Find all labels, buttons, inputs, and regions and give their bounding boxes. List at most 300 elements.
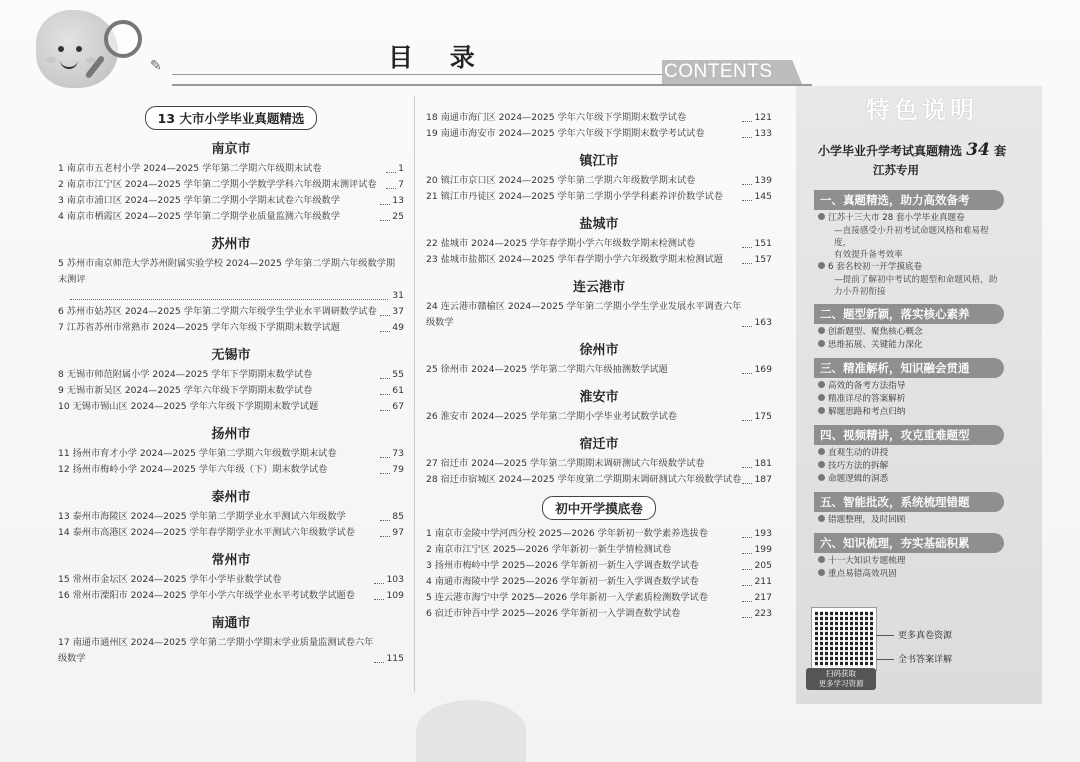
bullet-icon <box>818 461 825 468</box>
section-heading-label: 13 大市小学毕业真题精选 <box>145 106 318 130</box>
toc-entry[interactable] <box>58 161 404 177</box>
toc-entry-page: 49 <box>392 322 404 333</box>
toc-leader-dots <box>742 601 752 602</box>
toc-entry-text <box>58 367 380 383</box>
toc-entry[interactable] <box>58 462 404 478</box>
feature-item-label: 解题思路和考点归纳 <box>828 407 906 417</box>
toc-entry-text <box>58 161 386 177</box>
feature-item <box>814 339 1004 352</box>
toc-entry-number: 14 <box>58 527 70 538</box>
feature-item-label: 6 套名校初一开学摸底卷 <box>828 262 923 272</box>
mascot-eye <box>76 46 82 52</box>
bullet-icon <box>818 262 825 269</box>
toc-entry-title: 淮安市 2024—2025 学年第二学期小学毕业考试数学试卷 <box>440 411 677 422</box>
toc-entry-page: 13 <box>392 195 404 206</box>
toc-entry-title: 江苏省苏州市常熟市 2024—2025 学年六年级下学期期末数学试题 <box>66 322 340 333</box>
toc-entry-number: 20 <box>426 175 438 186</box>
toc-entry[interactable] <box>426 126 772 142</box>
toc-entry-text <box>426 542 742 558</box>
toc-entry[interactable] <box>58 446 404 462</box>
toc-entry-title: 常州市溧阳市 2024—2025 学年小学六年级学业水平考试数学试题卷 <box>72 590 355 601</box>
bullet-icon <box>818 407 825 414</box>
bullet-icon <box>818 556 825 563</box>
toc-entry-number: 2 <box>426 544 432 555</box>
section-heading <box>58 106 404 130</box>
city-heading: 宿迁市 <box>579 437 619 452</box>
toc-entry-title: 南京市江宁区 2025—2026 学年新初一新生学情检测试卷 <box>434 544 672 555</box>
bullet-icon <box>818 394 825 401</box>
toc-entry-title: 盐城市盐都区 2024—2025 学年春学期小学六年级数学期末检测试题 <box>440 254 723 265</box>
feature-item <box>814 568 1004 581</box>
toc-entry-page: 61 <box>392 385 404 396</box>
city-heading: 南京市 <box>211 142 251 157</box>
toc-leader-dots <box>380 220 390 221</box>
city-heading: 淮安市 <box>579 390 619 405</box>
panel-edition: 江苏专用 <box>873 163 919 177</box>
toc-entry[interactable] <box>58 509 404 525</box>
toc-entry-page: 1 <box>398 163 404 174</box>
feature-item-label: 创新题型、聚焦核心概念 <box>828 327 923 337</box>
toc-leader-dots <box>742 326 752 327</box>
feature-item <box>814 406 1004 419</box>
toc-entry-number: 4 <box>58 211 64 222</box>
toc-entry[interactable] <box>426 590 772 606</box>
toc-entry[interactable] <box>58 304 404 320</box>
qr-link-answers <box>876 652 952 665</box>
toc-leader-dots <box>742 121 752 122</box>
bullet-icon <box>818 448 825 455</box>
feature-item <box>814 212 1004 225</box>
toc-leader-dots <box>386 172 396 173</box>
toc-entry[interactable] <box>426 606 772 622</box>
toc-entry-text <box>58 462 380 478</box>
toc-entry[interactable] <box>426 542 772 558</box>
toc-entry-text <box>58 304 380 320</box>
toc-entry-number: 24 <box>426 301 438 312</box>
decorative-blob <box>416 700 526 762</box>
toc-entry-title: 连云港市赣榆区 2024—2025 学年第二学期小学生学业发展水平调查六年级数学 <box>426 301 742 328</box>
toc-entry-text <box>426 189 742 205</box>
toc-entry-page: 115 <box>386 653 404 664</box>
toc-leader-dots <box>742 617 752 618</box>
toc-entry-page-line <box>58 288 404 304</box>
toc-entry-title: 宿迁市 2024—2025 学年第二学期期末调研测试六年级数学试卷 <box>440 458 705 469</box>
toc-leader-dots <box>742 263 752 264</box>
toc-entry-title: 连云港市海宁中学 2025—2026 学年新初一入学素质检测数学试卷 <box>434 592 708 603</box>
toc-leader-dots <box>380 457 390 458</box>
toc-entry-text <box>426 252 742 268</box>
mascot-eye <box>58 46 64 52</box>
toc-entry[interactable] <box>426 574 772 590</box>
toc-entry-page: 133 <box>754 128 772 139</box>
feature-heading: 六、知识梳理，夯实基础积累 <box>814 533 1004 553</box>
panel-title: 特色说明 <box>866 96 978 124</box>
toc-entry-number: 12 <box>58 464 70 475</box>
toc-entry-title: 镇江市丹徒区 2024—2025 学年第二学期小学学科素养评价数学试卷 <box>440 191 723 202</box>
toc-entry-text <box>58 588 374 604</box>
mascot-cheek <box>46 57 56 63</box>
feature-item-label: 精准详尽的答案解析 <box>828 394 906 404</box>
toc-entry-page: 223 <box>754 608 772 619</box>
toc-leader-dots <box>742 569 752 570</box>
page-title: 目 录 <box>388 43 489 72</box>
feature-item <box>814 447 1004 460</box>
title-rule <box>172 74 662 75</box>
toc-entry[interactable] <box>58 256 404 304</box>
panel-subtitle-count: 34 <box>966 140 990 160</box>
toc-leader-dots <box>386 188 396 189</box>
toc-leader-dots <box>742 184 752 185</box>
toc-leader-dots <box>380 473 390 474</box>
contents-label: CONTENTS <box>664 61 773 82</box>
toc-entry-number: 7 <box>58 322 64 333</box>
toc-leader-dots <box>380 520 390 521</box>
toc-entry-title: 扬州市梅岭小学 2024—2025 学年六年级（下）期末数学试卷 <box>72 464 328 475</box>
toc-entry-number: 5 <box>426 592 432 603</box>
toc-entry-page: 181 <box>754 458 772 469</box>
toc-leader-dots <box>742 137 752 138</box>
toc-leader-dots <box>742 420 752 421</box>
bullet-icon <box>818 340 825 347</box>
toc-entry[interactable] <box>426 456 772 472</box>
toc-entry-number: 18 <box>426 112 438 123</box>
toc-entry-number: 11 <box>58 448 70 459</box>
section-heading <box>426 496 772 520</box>
feature-heading: 二、题型新颖，落实核心素养 <box>814 304 1004 324</box>
toc-entry-page: 169 <box>754 364 772 375</box>
toc-entry-text <box>58 509 380 525</box>
toc-entry-title: 扬州市梅岭中学 2025—2026 学年新初一新生入学调查数学试卷 <box>434 560 699 571</box>
toc-entry-title: 南京市金陵中学河西分校 2025—2026 学年新初一数学素养选拔卷 <box>434 528 708 539</box>
toc-entry-number: 3 <box>58 195 64 206</box>
toc-entry-title: 盐城市 2024—2025 学年春学期小学六年级数学期末检测试卷 <box>440 238 696 249</box>
toc-entry-number: 2 <box>58 179 64 190</box>
toc-leader-dots <box>742 467 752 468</box>
toc-leader-dots <box>380 331 390 332</box>
city-heading: 盐城市 <box>579 217 619 232</box>
toc-entry-number: 15 <box>58 574 70 585</box>
column-divider <box>414 96 415 692</box>
toc-entry-number: 9 <box>58 385 64 396</box>
feature-item <box>814 393 1004 406</box>
toc-entry-title: 无锡市新吴区 2024—2025 学年六年级下学期期末数学试卷 <box>66 385 313 396</box>
toc-entry-text <box>426 574 742 590</box>
qr-caption-line: 更多学习资源 <box>818 679 864 688</box>
toc-leader-dots <box>742 247 752 248</box>
toc-entry-page: 157 <box>754 254 772 265</box>
city-heading: 镇江市 <box>579 154 619 169</box>
toc-entry-text <box>426 606 742 622</box>
toc-entry-title: 南京市浦口区 2024—2025 学年第二学期小学期末试卷六年级数学 <box>66 195 340 206</box>
feature-item <box>814 460 1004 473</box>
feature-item <box>814 473 1004 486</box>
toc-entry-number: 17 <box>58 637 70 648</box>
toc-entry-page: 193 <box>754 528 772 539</box>
qr-caption <box>806 668 876 690</box>
bullet-icon <box>818 213 825 220</box>
toc-entry-text <box>426 409 742 425</box>
toc-entry[interactable] <box>58 193 404 209</box>
toc-entry-number: 21 <box>426 191 438 202</box>
toc-entry-title: 南京市五老村小学 2024—2025 学年第二学期六年级期末试卷 <box>66 163 322 174</box>
toc-entry-number: 27 <box>426 458 438 469</box>
toc-entry-title: 镇江市京口区 2024—2025 学年第二学期六年级数学期末试卷 <box>440 175 696 186</box>
toc-entry-text <box>58 572 374 588</box>
features-list <box>814 184 1004 581</box>
toc-entry-number: 5 <box>58 258 64 269</box>
toc-entry[interactable] <box>426 299 772 331</box>
toc-entry[interactable] <box>426 526 772 542</box>
toc-entry-number: 3 <box>426 560 432 571</box>
bullet-icon <box>818 381 825 388</box>
toc-entry-number: 26 <box>426 411 438 422</box>
toc-entry[interactable] <box>58 525 404 541</box>
toc-entry-number: 16 <box>58 590 70 601</box>
toc-entry[interactable] <box>58 635 404 667</box>
feature-item-label: 高效的备考方法指导 <box>828 381 906 391</box>
arrow-icon <box>876 635 894 636</box>
feature-item-label: 技巧方法的拆解 <box>828 461 889 471</box>
city-heading: 无锡市 <box>211 348 251 363</box>
qr-link-resources <box>876 628 952 641</box>
toc-entry-number: 1 <box>58 163 64 174</box>
toc-entry-number: 10 <box>58 401 70 412</box>
city-heading: 常州市 <box>211 553 251 568</box>
toc-leader-dots <box>742 373 752 374</box>
toc-entry-page: 73 <box>392 448 404 459</box>
toc-entry-title: 无锡市师范附属小学 2024—2025 学年下学期期末数学试卷 <box>66 369 313 380</box>
toc-leader-dots <box>742 537 752 538</box>
feature-note: —直接感受小升初考试命题风格和难易程度， <box>834 226 989 248</box>
toc-entry-title: 南通市海陵中学 2025—2026 学年新初一新生入学调查数学试卷 <box>434 576 699 587</box>
toc-entry[interactable] <box>426 472 772 488</box>
toc-entry-title: 泰州市海陵区 2024—2025 学年第二学期学业水平测试六年级数学 <box>72 511 346 522</box>
magnifier-icon <box>104 20 142 58</box>
feature-heading: 五、智能批改，系统梳理错题 <box>814 492 1004 512</box>
feature-item <box>814 326 1004 339</box>
toc-entry[interactable] <box>426 189 772 205</box>
toc-entry-text <box>58 399 380 415</box>
toc-entry-title: 苏州市姑苏区 2024—2025 学年第二学期六年级学生学业水平调研数学试卷 <box>66 306 377 317</box>
mascot-illustration <box>36 10 118 88</box>
toc-leader-dots <box>742 553 752 554</box>
toc-entry-text <box>58 525 380 541</box>
toc-entry[interactable] <box>426 558 772 574</box>
toc-entry-page: 121 <box>754 112 772 123</box>
toc-entry-title: 宿迁市宿城区 2024—2025 学年度第二学期期末调研测试六年级数学试卷 <box>440 474 742 485</box>
toc-entry[interactable] <box>58 320 404 336</box>
toc-entry-text <box>426 362 742 378</box>
toc-entry-page: 103 <box>386 574 404 585</box>
pencil-icon: ✎ <box>150 58 162 74</box>
toc-entry-text <box>426 526 742 542</box>
toc-entry-title: 南通市通州区 2024—2025 学年第二学期小学期末学业质量监测试卷六年级数学 <box>58 637 374 664</box>
toc-entry-number: 23 <box>426 254 438 265</box>
toc-leader-dots <box>742 483 752 484</box>
toc-entry-page: 145 <box>754 191 772 202</box>
toc-entry-page: 97 <box>392 527 404 538</box>
toc-entry-number: 8 <box>58 369 64 380</box>
toc-entry-number: 6 <box>426 608 432 619</box>
toc-entry-number: 4 <box>426 576 432 587</box>
toc-entry-page: 85 <box>392 511 404 522</box>
toc-entry-text <box>426 236 742 252</box>
toc-entry-page: 217 <box>754 592 772 603</box>
toc-entry-page: 205 <box>754 560 772 571</box>
toc-entry[interactable] <box>426 236 772 252</box>
toc-entry-title: 泰州市高港区 2024—2025 学年春学期学业水平测试六年级数学试卷 <box>72 527 355 538</box>
toc-entry-page: 67 <box>392 401 404 412</box>
toc-entry-text <box>58 177 386 193</box>
toc-leader-dots <box>742 200 752 201</box>
toc-leader-dots <box>374 662 384 663</box>
toc-entry-text <box>426 558 742 574</box>
toc-entry-text <box>58 209 380 225</box>
toc-leader-dots <box>380 536 390 537</box>
toc-entry-page: 139 <box>754 175 772 186</box>
bullet-icon <box>818 569 825 576</box>
bullet-icon <box>818 515 825 522</box>
toc-entry-page: 25 <box>392 211 404 222</box>
feature-item <box>814 555 1004 568</box>
panel-subtitle-unit: 套 <box>994 144 1007 158</box>
toc-middle-column <box>426 110 772 622</box>
toc-entry-page: 79 <box>392 464 404 475</box>
panel-subtitle <box>818 140 1006 160</box>
toc-entry[interactable] <box>58 209 404 225</box>
toc-entry-page: 37 <box>392 306 404 317</box>
toc-leader-dots <box>380 204 390 205</box>
toc-leader-dots <box>380 410 390 411</box>
toc-entry-page: 109 <box>386 590 404 601</box>
toc-entry-page: 211 <box>754 576 772 587</box>
toc-entry-text <box>426 299 742 331</box>
toc-entry-title: 徐州市 2024—2025 学年第二学期六年级抽测数学试题 <box>440 364 668 375</box>
toc-entry-title: 南通市海门区 2024—2025 学年六年级下学期期末数学试卷 <box>440 112 687 123</box>
feature-item-label: 江苏十三大市 28 套小学毕业真题卷 <box>828 213 965 223</box>
qr-caption-line: 扫码获取 <box>826 669 856 678</box>
feature-item-label: 错题整理，及时回顾 <box>828 515 906 525</box>
toc-entry-title: 宿迁市钟吾中学 2025—2026 学年新初一入学调查数学试卷 <box>434 608 681 619</box>
toc-entry[interactable] <box>58 383 404 399</box>
toc-entry[interactable] <box>58 588 404 604</box>
feature-item-label: 命题逻辑的洞悉 <box>828 474 889 484</box>
toc-entry[interactable] <box>426 252 772 268</box>
toc-entry-text <box>426 173 742 189</box>
toc-entry[interactable] <box>58 399 404 415</box>
toc-entry-page: 151 <box>754 238 772 249</box>
qr-link-label: 全书答案详解 <box>898 655 953 665</box>
toc-entry-text <box>58 446 380 462</box>
toc-leader-dots <box>70 288 388 300</box>
toc-entry-title: 南京市栖霞区 2024—2025 学年第二学期学业质量监测六年级数学 <box>66 211 340 222</box>
feature-item <box>814 514 1004 527</box>
city-heading: 连云港市 <box>572 280 625 295</box>
toc-entry-text <box>426 472 742 488</box>
toc-entry-page: 55 <box>392 369 404 380</box>
toc-entry-page: 199 <box>754 544 772 555</box>
city-heading: 徐州市 <box>579 343 619 358</box>
feature-item-label: 直观生动的讲授 <box>828 448 889 458</box>
qr-code[interactable] <box>812 608 876 670</box>
toc-entry-title: 苏州市南京师范大学苏州附属实验学校 2024—2025 学年第二学期六年级数学期末测评 <box>58 258 396 285</box>
toc-entry[interactable] <box>426 362 772 378</box>
toc-leader-dots <box>374 599 384 600</box>
city-heading: 扬州市 <box>211 427 251 442</box>
feature-note: 力小升初衔接 <box>834 287 886 297</box>
toc-entry[interactable] <box>426 173 772 189</box>
city-heading: 苏州市 <box>211 237 251 252</box>
mascot-smile <box>60 58 78 69</box>
toc-entry-page: 163 <box>754 317 772 328</box>
feature-heading: 一、真题精选，助力高效备考 <box>814 190 1004 210</box>
toc-entry[interactable] <box>426 409 772 425</box>
toc-entry[interactable] <box>58 572 404 588</box>
qr-link-label: 更多真卷资源 <box>898 631 953 641</box>
toc-entry[interactable] <box>58 177 404 193</box>
feature-item <box>814 380 1004 393</box>
toc-entry-number: 25 <box>426 364 438 375</box>
toc-entry-text <box>58 320 380 336</box>
toc-entry[interactable] <box>426 110 772 126</box>
feature-item-label: 十一大知识专题梳理 <box>828 556 906 566</box>
toc-entry-title: 南京市江宁区 2024—2025 学年第二学期小学数学学科六年级期末测评试卷 <box>66 179 377 190</box>
toc-entry-page: 7 <box>398 179 404 190</box>
toc-entry-number: 22 <box>426 238 438 249</box>
toc-entry-title: 无锡市锡山区 2024—2025 学年六年级下学期期末数学试题 <box>72 401 319 412</box>
toc-entry-text <box>58 383 380 399</box>
toc-entry-text <box>426 456 742 472</box>
feature-item-label: 重点易错高效巩固 <box>828 569 897 579</box>
toc-leader-dots <box>380 394 390 395</box>
feature-note: —提前了解初中考试的题型和命题风格，助 <box>834 275 998 285</box>
toc-entry-title: 南通市海安市 2024—2025 学年六年级下学期期末数学考试试卷 <box>440 128 705 139</box>
arrow-icon <box>876 659 894 660</box>
toc-entry-text <box>58 635 374 667</box>
toc-entry-number: 6 <box>58 306 64 317</box>
header-divider <box>172 84 812 86</box>
toc-entry-page: 175 <box>754 411 772 422</box>
toc-entry-number: 13 <box>58 511 70 522</box>
feature-item <box>814 261 1004 274</box>
toc-left-column <box>58 104 404 667</box>
section-heading-label: 初中开学摸底卷 <box>542 496 656 520</box>
toc-entry-number: 19 <box>426 128 438 139</box>
toc-entry-number: 1 <box>426 528 432 539</box>
city-heading: 泰州市 <box>211 490 251 505</box>
toc-entry-page: 187 <box>754 474 772 485</box>
city-heading: 南通市 <box>211 616 251 631</box>
toc-leader-dots <box>380 315 390 316</box>
bullet-icon <box>818 474 825 481</box>
feature-item-label: 思维拓展、关键能力深化 <box>828 340 923 350</box>
toc-entry-text <box>58 193 380 209</box>
feature-note: 有效提升备考效率 <box>834 250 903 260</box>
toc-entry-page: 31 <box>392 290 404 301</box>
panel-subtitle-text: 小学毕业升学考试真题精选 <box>818 144 963 158</box>
toc-entry-text <box>426 126 742 142</box>
bullet-icon <box>818 327 825 334</box>
toc-entry-text <box>426 590 742 606</box>
toc-entry[interactable] <box>58 367 404 383</box>
toc-leader-dots <box>742 585 752 586</box>
toc-entry-title: 常州市金坛区 2024—2025 学年小学毕业数学试卷 <box>72 574 282 585</box>
toc-entry-number: 28 <box>426 474 438 485</box>
toc-leader-dots <box>380 378 390 379</box>
toc-entry-text <box>426 110 742 126</box>
feature-heading: 四、视频精讲，攻克重难题型 <box>814 425 1004 445</box>
feature-heading: 三、精准解析，知识融会贯通 <box>814 358 1004 378</box>
